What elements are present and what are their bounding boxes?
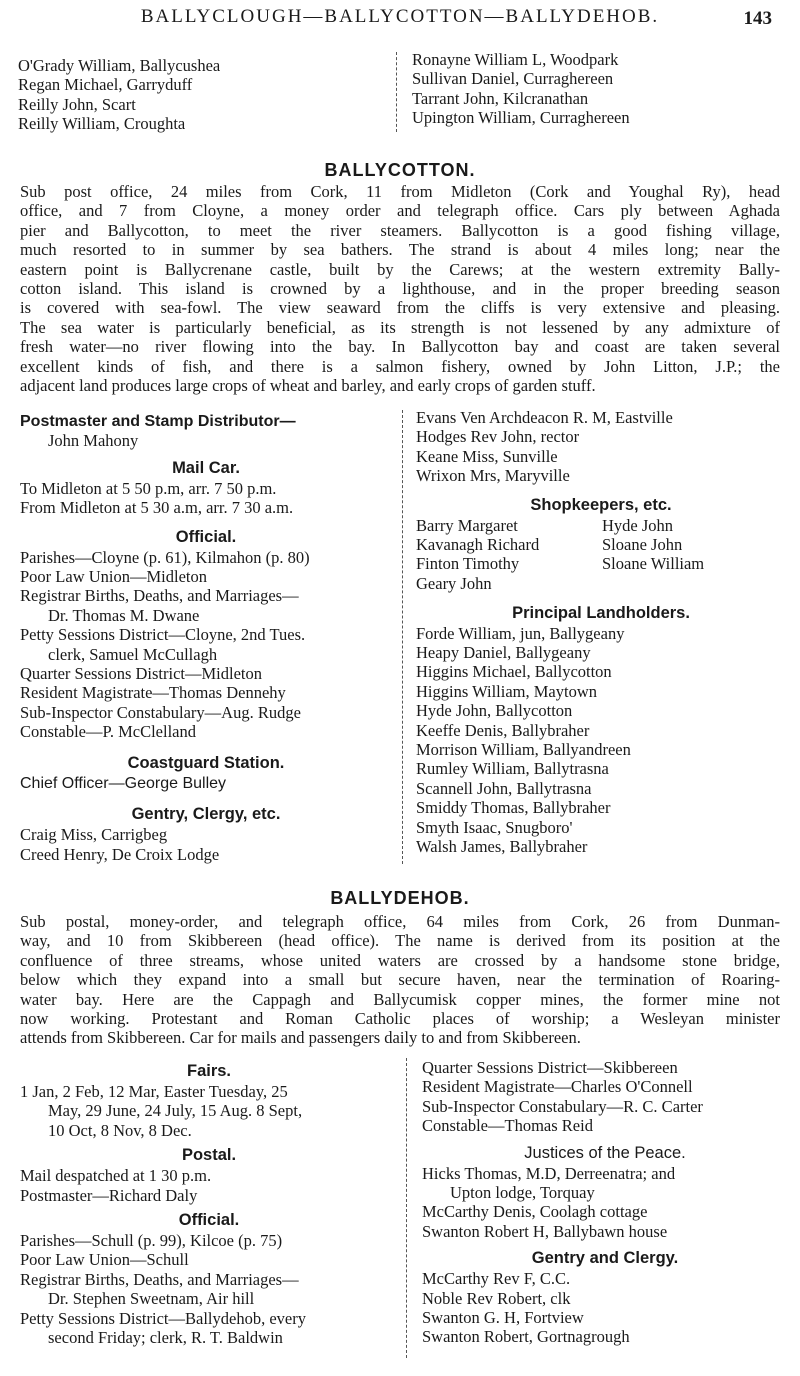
description-line: pier and Ballycotton, to meet the river steamers. Ballycotton is a good fishing village, <box>20 220 780 240</box>
list-item: Reilly John, Scart <box>18 94 136 114</box>
list-item: Poor Law Union—Schull <box>20 1250 189 1270</box>
shopkeepers-heading: Shopkeepers, etc. <box>530 495 672 514</box>
list-item: Smyth Isaac, Snugboro' <box>416 817 573 837</box>
landholders-heading: Principal Landholders. <box>512 603 690 622</box>
list-item: Petty Sessions District—Cloyne, 2nd Tues. <box>20 625 306 645</box>
running-title: BALLYCLOUGH—BALLYCOTTON—BALLYDEHOB. <box>140 6 660 27</box>
description-line: eastern point is Ballycrenane castle, built by the Carews; at the western extremity Bally- <box>20 259 780 279</box>
description-line: attends from Skibbereen. Car for mails and passengers daily to and from Skibbereen. <box>20 1028 581 1048</box>
description-line: way, and 10 from Skibbereen (head office). The name is derived from its position at the <box>20 931 780 951</box>
list-item: Postmaster—Richard Daly <box>20 1185 198 1205</box>
list-item: Evans Ven Archdeacon R. M, Eastville <box>416 408 673 427</box>
list-item: Higgins Michael, Ballycotton <box>416 662 612 682</box>
top-list-left <box>18 56 388 134</box>
shopkeepers-column-a <box>416 516 539 594</box>
justices-heading: Justices of the Peace. <box>524 1143 686 1162</box>
list-item: Upington William, Curraghereen <box>412 108 630 128</box>
description-line: Sub post office, 24 miles from Cork, 11 from Midleton (Cork and Youghal Ry), head <box>20 182 780 201</box>
list-item: Dr. Thomas M. Dwane <box>48 605 200 625</box>
list-item: Hicks Thomas, M.D, Derreenatra; and <box>422 1163 676 1183</box>
ballydehob-title: BALLYDEHOB. <box>330 888 470 908</box>
list-item: Petty Sessions District—Ballydehob, every <box>20 1308 306 1328</box>
postal-heading: Postal. <box>181 1146 237 1165</box>
description-line: much resorted to in summer by sea bathers. The strand is about 4 miles long; near the <box>20 240 780 260</box>
list-item: To Midleton at 5 50 p.m, arr. 7 50 p.m. <box>20 478 277 498</box>
gentry-heading: Gentry, Clergy, etc. <box>131 805 281 824</box>
list-item: Tarrant John, Kilcranathan <box>412 88 589 108</box>
list-item: Regan Michael, Garryduff <box>18 75 193 95</box>
list-item: Parishes—Cloyne (p. 61), Kilmahon (p. 80) <box>20 547 310 567</box>
list-item: McCarthy Rev F, C.C. <box>422 1269 571 1289</box>
list-item: Higgins William, Maytown <box>416 681 597 701</box>
list-item: Geary John <box>416 573 492 593</box>
list-item: Walsh James, Ballybraher <box>416 837 588 857</box>
list-item: Hodges Rev John, rector <box>416 427 580 447</box>
list-item: Keane Miss, Sunville <box>416 446 558 466</box>
list-item: Sloane John <box>602 535 683 555</box>
description-line: cotton island. This island is crowned by a lighthouse, and in the proper breeding season <box>20 279 780 299</box>
column-divider <box>396 52 397 132</box>
shopkeepers-grid <box>416 516 786 596</box>
top-list-right <box>412 50 782 128</box>
list-item: Constable—P. McClelland <box>20 722 196 742</box>
list-item: O'Grady William, Ballycushea <box>18 56 221 75</box>
page-number: 143 <box>743 8 772 29</box>
official-heading: Official. <box>175 527 237 546</box>
description-line: office, and 7 from Cloyne, a money order and telegraph office. Cars ply between Aghada <box>20 201 780 221</box>
list-item: May, 29 June, 24 July, 15 Aug. 8 Sept, <box>48 1101 303 1121</box>
list-item: Quarter Sessions District—Midleton <box>20 664 262 684</box>
postmaster-name: John Mahony <box>48 431 139 451</box>
list-item: 10 Oct, 8 Nov, 8 Dec. <box>48 1120 192 1140</box>
mail-car-heading: Mail Car. <box>172 458 240 477</box>
gentry-heading: Gentry and Clergy. <box>531 1249 679 1268</box>
list-item: Sullivan Daniel, Curraghereen <box>412 69 614 89</box>
list-item: Finton Timothy <box>416 554 520 574</box>
list-item: Registrar Births, Deaths, and Marriages— <box>20 586 299 606</box>
list-item: Parishes—Schull (p. 99), Kilcoe (p. 75) <box>20 1231 283 1251</box>
list-item: Reilly William, Croughta <box>18 114 186 134</box>
list-item: Hyde John <box>602 515 674 535</box>
ballydehob-description <box>20 912 780 1048</box>
list-item: Forde William, jun, Ballygeany <box>416 623 625 643</box>
official-heading: Official. <box>178 1211 240 1230</box>
list-item: Resident Magistrate—Thomas Dennehy <box>20 683 286 703</box>
ballycotton-left-column <box>20 412 392 864</box>
list-item: Ronayne William L, Woodpark <box>412 50 619 69</box>
list-item: Heapy Daniel, Ballygeany <box>416 643 591 663</box>
list-item: Sub-Inspector Constabulary—R. C. Carter <box>422 1096 703 1116</box>
description-line: Sub postal, money-order, and telegraph office, 64 miles from Cork, 26 from Dunman- <box>20 912 780 931</box>
list-item: Resident Magistrate—Charles O'Connell <box>422 1077 693 1097</box>
list-item: Kavanagh Richard <box>416 535 540 555</box>
list-item: Dr. Stephen Sweetnam, Air hill <box>48 1289 255 1309</box>
list-item: Barry Margaret <box>416 515 518 535</box>
list-item: McCarthy Denis, Coolagh cottage <box>422 1202 648 1222</box>
description-line: The sea water is particularly beneficial, as its strength is not lessened by any admixture of <box>20 317 780 337</box>
list-item: Swanton G. H, Fortview <box>422 1308 584 1328</box>
list-item: Swanton Robert, Gortnagrough <box>422 1327 630 1347</box>
ballycotton-right-column <box>416 408 786 857</box>
description-line: excellent kinds of fish, and there is a salmon fishery, owned by John Litton, J.P.; the <box>20 356 780 376</box>
list-item: Constable—Thomas Reid <box>422 1116 593 1136</box>
description-line: below which they expand into a small but secure haven, near the termination of Roaring- <box>20 970 780 990</box>
list-item: Hyde John, Ballycotton <box>416 701 573 721</box>
list-item: Rumley William, Ballytrasna <box>416 759 609 779</box>
list-item: Quarter Sessions District—Skibbereen <box>422 1058 678 1077</box>
postmaster-heading: Postmaster and Stamp Distributor— <box>20 413 296 430</box>
ballydehob-right-column <box>422 1058 788 1347</box>
list-item: Keeffe Denis, Ballybraher <box>416 720 590 740</box>
description-line: water bay. Here are the Cappagh and Ballycumisk copper mines, the former mine not <box>20 989 780 1009</box>
list-item: From Midleton at 5 30 a.m, arr. 7 30 a.m. <box>20 498 294 518</box>
list-item: Craig Miss, Carrigbeg <box>20 825 168 845</box>
list-item: clerk, Samuel McCullagh <box>48 644 218 664</box>
column-divider <box>402 410 403 864</box>
list-item: Scannell John, Ballytrasna <box>416 778 592 798</box>
list-item: Swanton Robert H, Ballybawn house <box>422 1221 668 1241</box>
description-line: fresh water—no river flowing into the bay. In Ballycotton bay and coast are taken several <box>20 337 780 357</box>
list-item: Registrar Births, Deaths, and Marriages— <box>20 1269 299 1289</box>
coastguard-heading: Coastguard Station. <box>127 753 285 772</box>
list-item: 1 Jan, 2 Feb, 12 Mar, Easter Tuesday, 25 <box>20 1082 288 1101</box>
list-item: Mail despatched at 1 30 p.m. <box>20 1166 212 1186</box>
list-item: Morrison William, Ballyandreen <box>416 740 631 760</box>
column-divider <box>406 1058 407 1358</box>
fairs-heading: Fairs. <box>186 1062 232 1080</box>
description-line: confluence of three streams, whose united waters are crossed by a handsome stone bridge, <box>20 950 780 970</box>
coastguard-officer: Chief Officer—George Bulley <box>20 774 227 792</box>
ballydehob-left-column <box>20 1060 398 1347</box>
list-item: Smiddy Thomas, Ballybraher <box>416 798 611 818</box>
shopkeepers-column-b <box>602 516 704 574</box>
list-item: second Friday; clerk, R. T. Baldwin <box>48 1328 283 1348</box>
list-item: Creed Henry, De Croix Lodge <box>20 844 220 864</box>
list-item: Sloane William <box>602 554 705 574</box>
description-line: adjacent land produces large crops of wheat and barley, and early crops of garden stuff. <box>20 376 596 396</box>
list-item: Poor Law Union—Midleton <box>20 567 207 587</box>
list-item: Noble Rev Robert, clk <box>422 1288 571 1308</box>
list-item: Wrixon Mrs, Maryville <box>416 466 570 486</box>
ballycotton-title: BALLYCOTTON. <box>324 160 476 180</box>
description-line: now working. Protestant and Roman Catholic places of worship; a Wesleyan minister <box>20 1009 780 1029</box>
list-item: Sub-Inspector Constabulary—Aug. Rudge <box>20 702 301 722</box>
ballycotton-description <box>20 182 780 395</box>
list-item: Upton lodge, Torquay <box>450 1183 595 1203</box>
description-line: is covered with sea-fowl. The view seaward from the cliffs is very extensive and pleasing. <box>20 298 780 318</box>
